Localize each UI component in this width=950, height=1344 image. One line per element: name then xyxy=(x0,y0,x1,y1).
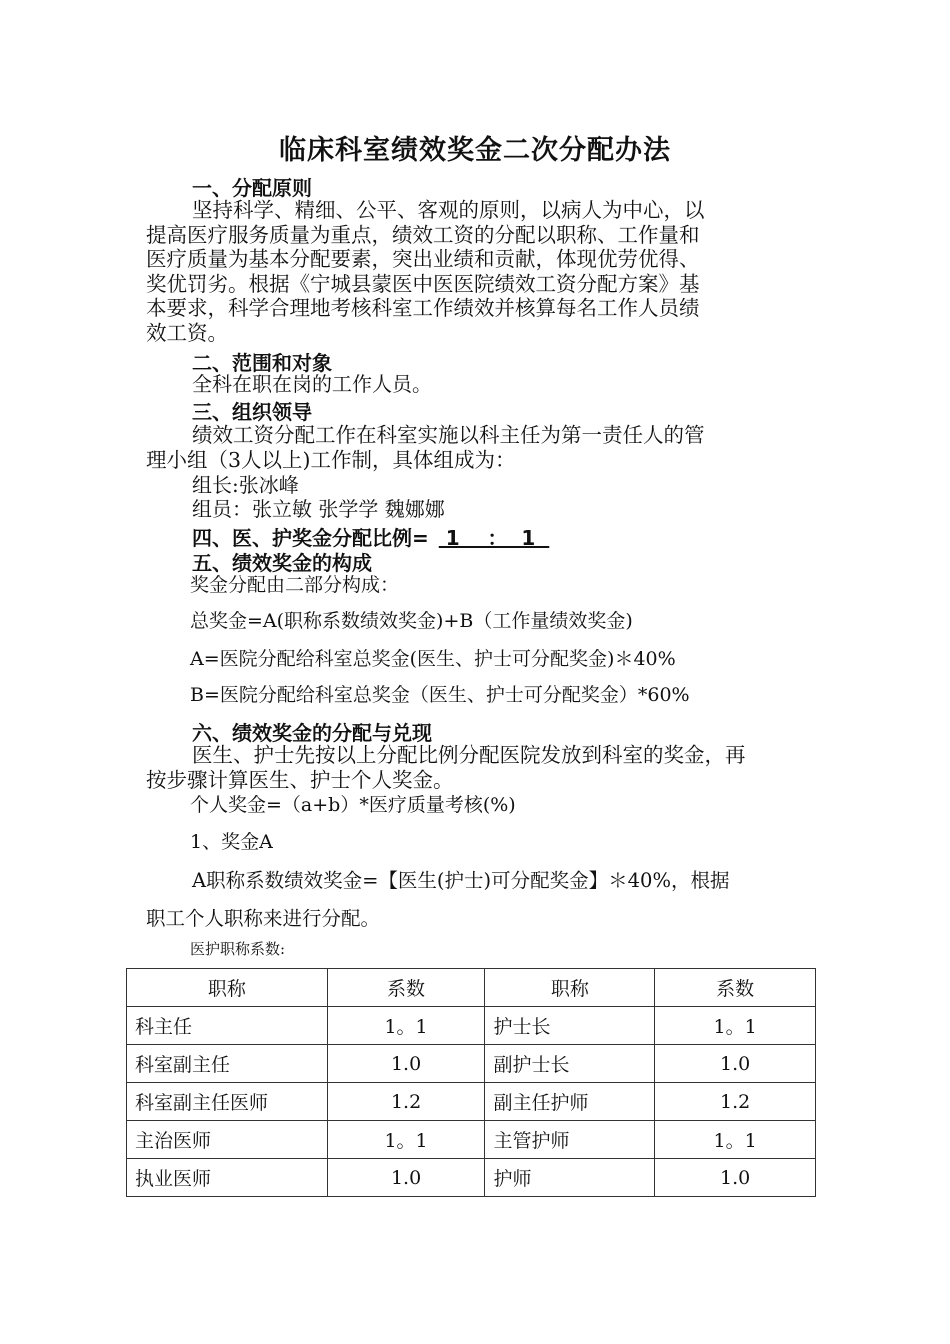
paragraph-line: 坚持科学、精细、公平、客观的原则，以病人为中心，以 xyxy=(192,198,705,222)
table-cell: 1。1 xyxy=(655,1007,816,1045)
column-header: 系数 xyxy=(327,969,485,1007)
paragraph-line: 本要求，科学合理地考核科室工作绩效并核算每名工作人员绩 xyxy=(146,296,700,320)
table-row xyxy=(127,1121,816,1159)
personal-bonus-formula: 个人奖金=（a+b）*医疗质量考核(%) xyxy=(190,794,516,816)
ratio-label: 四、医、护奖金分配比例= xyxy=(192,526,429,550)
paragraph-line: 理小组（3人以上)工作制，具体组成为： xyxy=(146,447,516,472)
table-cell: 1.2 xyxy=(655,1083,816,1121)
group-members: 组员：张立敏 张学学 魏娜娜 xyxy=(192,497,445,521)
column-header: 职称 xyxy=(485,969,655,1007)
section-2-heading: 二、范围和对象 xyxy=(192,351,332,375)
section-6-body xyxy=(146,743,808,792)
table-header-row xyxy=(127,969,816,1007)
table-cell: 主管护师 xyxy=(485,1121,655,1159)
ratio-value: 1 ： 1 xyxy=(438,526,550,550)
table-caption: 医护职称系数: xyxy=(190,940,286,958)
table-cell: 1.2 xyxy=(327,1083,485,1121)
paragraph-line: 按步骤计算医生、护士个人奖金。 xyxy=(146,767,454,792)
section-3-heading: 三、组织领导 xyxy=(192,400,312,424)
column-header: 系数 xyxy=(655,969,816,1007)
section-2-text: 全科在职在岗的工作人员。 xyxy=(192,372,432,396)
group-leader: 组长:张冰峰 xyxy=(192,473,299,497)
table-cell: 护士长 xyxy=(485,1007,655,1045)
table-cell: 1。1 xyxy=(655,1121,816,1159)
table-cell: 科室副主任 xyxy=(127,1045,328,1083)
table-row xyxy=(127,1007,816,1045)
table-cell: 主治医师 xyxy=(127,1121,328,1159)
paragraph-line: 绩效工资分配工作在科室实施以科主任为第一责任人的管 xyxy=(192,423,705,447)
table-cell: 科主任 xyxy=(127,1007,328,1045)
paragraph-line: 医疗质量为基本分配要素，突出业绩和贡献，体现优劳优得、 xyxy=(146,247,700,271)
table-row xyxy=(127,1045,816,1083)
paragraph-line: 提高医疗服务质量为重点，绩效工资的分配以职称、工作量和 xyxy=(146,222,700,247)
table-cell: 副主任护师 xyxy=(485,1083,655,1121)
table-cell: 执业医师 xyxy=(127,1159,328,1197)
a-formula: A=医院分配给科室总奖金(医生、护士可分配奖金)＊40% xyxy=(190,648,676,670)
section-1-body xyxy=(146,198,808,345)
table-cell: 护师 xyxy=(485,1159,655,1197)
section-5-intro: 奖金分配由二部分构成： xyxy=(190,574,400,596)
table-cell: 1.0 xyxy=(327,1045,485,1083)
section-6-heading: 六、绩效奖金的分配与兑现 xyxy=(192,721,432,745)
table-cell: 1。1 xyxy=(327,1007,485,1045)
section-1-heading: 一、分配原则 xyxy=(192,176,312,200)
table-cell: 1.0 xyxy=(655,1159,816,1197)
page-title: 临床科室绩效奖金二次分配办法 xyxy=(279,135,671,166)
table-row xyxy=(127,1159,816,1197)
table-cell: 1。1 xyxy=(327,1121,485,1159)
bonus-a-body xyxy=(146,862,808,938)
section-3-body xyxy=(146,423,808,472)
title-coefficient-table xyxy=(126,968,816,1197)
paragraph-line: 医生、护士先按以上分配比例分配医院发放到科室的奖金，再 xyxy=(192,743,746,767)
paragraph-line: 职工个人职称来进行分配。 xyxy=(146,907,381,930)
table-cell: 科室副主任医师 xyxy=(127,1083,328,1121)
table-cell: 1.0 xyxy=(655,1045,816,1083)
table-cell: 1.0 xyxy=(327,1159,485,1197)
table-cell: 副护士长 xyxy=(485,1045,655,1083)
column-header: 职称 xyxy=(127,969,328,1007)
paragraph-line: 效工资。 xyxy=(146,320,228,345)
b-formula: B=医院分配给科室总奖金（医生、护士可分配奖金）*60% xyxy=(190,684,690,706)
table-row xyxy=(127,1083,816,1121)
paragraph-line: A职称系数绩效奖金=【医生(护士)可分配奖金】＊40%，根据 xyxy=(192,869,730,892)
section-5-heading: 五、绩效奖金的构成 xyxy=(192,551,372,575)
total-bonus-formula: 总奖金=A(职称系数绩效奖金)+B（工作量绩效奖金) xyxy=(190,610,633,632)
paragraph-line: 奖优罚劣。根据《宁城县蒙医中医医院绩效工资分配方案》基 xyxy=(146,271,700,296)
bonus-a-subheading: 1、奖金A xyxy=(190,831,273,853)
